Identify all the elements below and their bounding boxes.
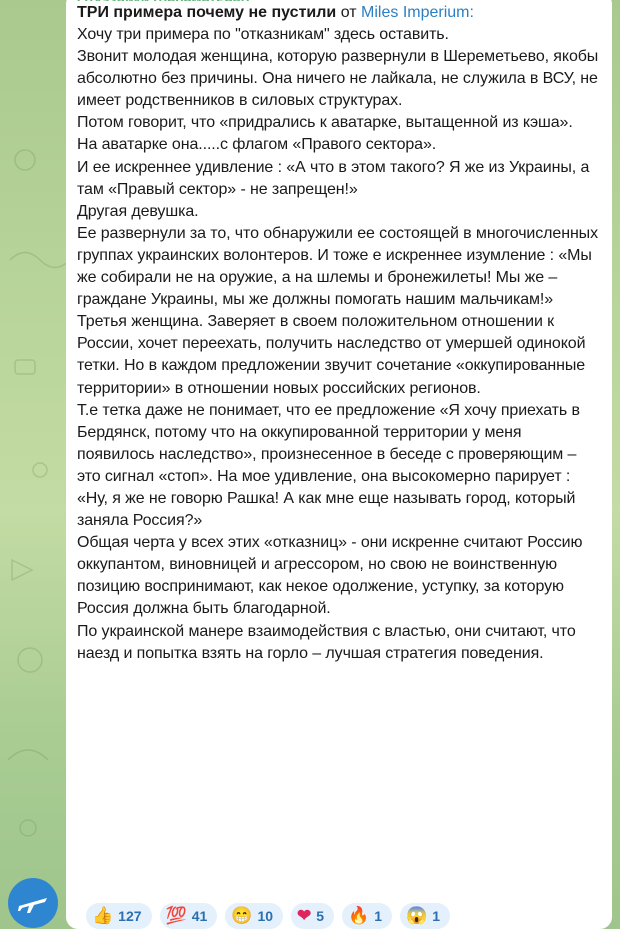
heart-icon: ❤: [297, 906, 312, 925]
airplane-icon: [16, 886, 50, 920]
from-label: от: [340, 4, 357, 21]
post-body: [77, 24, 602, 665]
post-paragraph: Общая черта у всех этих «отказниц» - они искренне считают Россию оккупантом, виновницей и агрессором, но свою не воинственную позицию воспринимают, как некое одолжение, уступку, за которую Россия должна быть благодарной.: [77, 534, 583, 618]
post-paragraph: На аватарке она.....с флагом «Правого сектора».: [77, 136, 437, 154]
author-link[interactable]: Miles Imperium:: [361, 4, 474, 21]
reaction-hundred[interactable]: [160, 903, 218, 929]
message-bubble: [66, 0, 612, 929]
background-doodles: [0, 0, 70, 929]
reaction-count: 5: [316, 908, 325, 924]
reaction-count: 10: [257, 908, 274, 924]
reactions-bar: [86, 903, 450, 929]
reaction-count: 1: [374, 908, 383, 924]
post-paragraph: Потом говорит, что «придрались к аватарке, вытащенной из кэша».: [77, 114, 573, 132]
reaction-heart[interactable]: [291, 903, 334, 929]
channel-avatar[interactable]: [8, 878, 58, 928]
fire-icon: 🔥: [348, 906, 370, 925]
post-paragraph: По украинской манере взаимодействия с властью, они считают, что наезд и попытка взять на горло – лучшая стратегия поведения.: [77, 622, 576, 662]
channel-name[interactable]: [77, 0, 602, 1]
grin-icon: 😁: [231, 906, 253, 925]
post-paragraph: Третья женщина. Заверяет в своем положительном отношении к России, хочет переехать, получить наследство от умершей одинокой тетки. Но в каждом предложении звучит сочетание «оккупированные территории» в отношении новых российских регионов.: [77, 313, 586, 397]
reaction-scream[interactable]: [400, 903, 450, 929]
post-paragraph: Звонит молодая женщина, которую развернули в Шереметьево, якобы абсолютно без причины. Она ничего не лайкала, не служила в ВСУ, не имеет родственников в силовых структурах.: [77, 48, 599, 110]
post-paragraph: Т.е тетка даже не понимает, что ее предложение «Я хочу приехать в Бердянск, потому что на оккупированной территории у меня появилось наследство», произнесенное в беседе с проверяющим – это сигнал «стоп». На мое удивление, она высокомерно парирует : «Ну, я же не говорю Рашка! А как мне еще называть город, который заняла Россия?»: [77, 401, 580, 530]
scream-icon: 😱: [406, 906, 428, 925]
post-title-line: [77, 2, 602, 24]
hundred-icon: 💯: [165, 906, 187, 925]
post-title: ТРИ примера почему не пустили: [77, 4, 337, 21]
reaction-count: 41: [191, 908, 208, 924]
post-paragraph: Другая девушка.: [77, 202, 199, 220]
reaction-count: 127: [118, 908, 142, 924]
post-paragraph: И ее искреннее удивление : «А что в этом такого? Я же из Украины, а там «Правый сектор» - не запрещен!»: [77, 158, 590, 198]
reaction-count: 1: [432, 908, 441, 924]
post-paragraph: Ее развернули за то, что обнаружили ее состоящей в многочисленных группах украинских волонтеров. И тоже е искреннее изумление : «Мы же собирали не на оружие, а на шлемы и бронежилеты! Мы же – граждане Украины, мы же должны помогать нашим мальчикам!»: [77, 224, 598, 309]
reaction-fire[interactable]: [342, 903, 392, 929]
reaction-grin[interactable]: [225, 903, 283, 929]
thumbs-up-icon: 👍: [92, 906, 114, 925]
post-paragraph: Хочу три примера по "отказникам" здесь оставить.: [77, 26, 449, 43]
reaction-thumbs-up[interactable]: [86, 903, 152, 929]
